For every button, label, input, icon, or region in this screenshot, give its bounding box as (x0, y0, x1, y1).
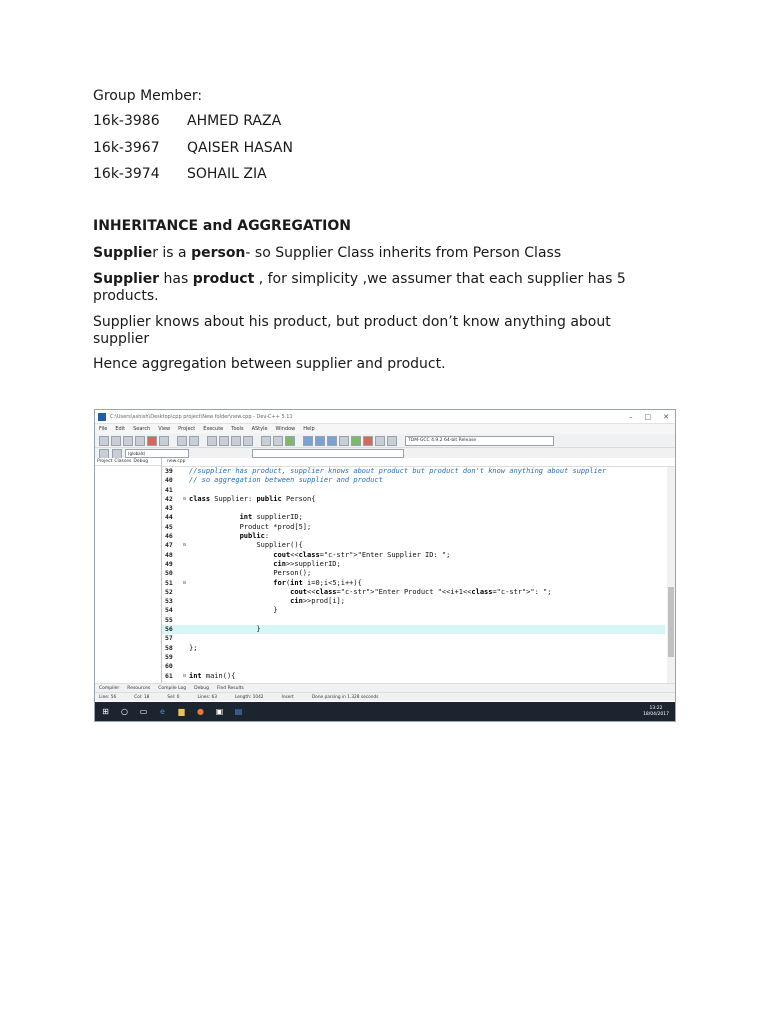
code-line[interactable] (162, 560, 665, 569)
status-length: Length: 1042 (234, 694, 264, 700)
bold-text: Supplie (93, 245, 153, 261)
text: has (159, 271, 193, 287)
line-number: 41 (165, 485, 173, 494)
status-line: Line: 56 (99, 694, 117, 700)
fold-marker[interactable] (183, 634, 189, 643)
task-view-icon[interactable]: ▭ (139, 707, 148, 716)
code-line[interactable] (162, 504, 665, 513)
windows-start-icon[interactable]: ⊞ (102, 707, 109, 716)
line-number: 58 (165, 643, 173, 652)
window-controls (629, 413, 675, 421)
run-icon[interactable] (315, 436, 325, 446)
ide-title-bar (95, 410, 675, 424)
code-text: for(int i=0;i<5;i++){ (273, 578, 362, 587)
fold-marker[interactable]: ⊟ (183, 579, 187, 586)
code-line[interactable] (162, 569, 665, 578)
line-number: 56 (165, 625, 173, 634)
code-text: cout<<class="c-str">"Enter Supplier ID: "; (273, 550, 451, 559)
paragraph-3: Supplier knows about his product, but product don’t know anything about supplier (93, 314, 611, 347)
line-number: 50 (165, 569, 173, 578)
tab-classes[interactable]: Classes (114, 459, 132, 464)
line-number: 59 (165, 652, 173, 661)
check-icon[interactable] (351, 436, 361, 446)
code-text: cin>>supplierID; (273, 559, 341, 568)
status-lines: Lines: 63 (197, 694, 217, 700)
code-text: //supplier has product, supplier knows about product but product don't know anything about supplier (189, 467, 607, 475)
member-name: AHMED RAZA (187, 113, 282, 129)
clock[interactable] (643, 706, 675, 718)
code-text: } (189, 625, 261, 634)
line-number: 61 (165, 671, 173, 680)
menu-tools[interactable]: Tools (231, 426, 244, 432)
code-line[interactable] (162, 495, 665, 504)
globals-select[interactable]: (globals) (125, 449, 189, 458)
code-text: class Supplier: public Person{ (189, 494, 316, 503)
close-file-icon[interactable] (147, 436, 157, 446)
text: - so Supplier Class inherits from Person Class (245, 245, 562, 261)
new-class-icon[interactable] (99, 449, 109, 459)
clock-time: 13:22 (649, 705, 663, 711)
side-tabs (95, 458, 161, 466)
save-icon[interactable] (123, 436, 133, 446)
code-line[interactable] (162, 597, 665, 606)
fold-marker[interactable] (183, 662, 189, 671)
menu-view[interactable]: View (158, 426, 171, 432)
code-line[interactable] (162, 606, 665, 615)
code-lines (162, 467, 665, 681)
chart-icon[interactable] (375, 436, 385, 446)
new-file-icon[interactable] (99, 436, 109, 446)
code-line[interactable] (162, 486, 665, 495)
code-text: Supplier(){ (189, 541, 303, 550)
menu-project[interactable]: Project (178, 426, 196, 432)
code-text: Product *prod[5]; (189, 522, 312, 531)
toolbar (95, 434, 675, 448)
windows-taskbar (95, 702, 675, 721)
paragraph-1 (93, 245, 653, 262)
line-number: 48 (165, 550, 173, 559)
search-icon[interactable]: ○ (121, 707, 128, 716)
code-line[interactable] (162, 513, 665, 522)
fold-marker[interactable] (183, 504, 189, 513)
code-text: cout<<class="c-str">"Enter Product "<<i+1<<class="c-str">": "; (290, 587, 552, 596)
file-tab[interactable]: new.cpp (162, 458, 675, 467)
fold-marker[interactable] (183, 486, 189, 495)
bookmark-icon[interactable] (243, 436, 253, 446)
menu-edit[interactable]: Edit (115, 426, 126, 432)
devcpp-icon (98, 413, 106, 421)
member-id: 16k-3986 (93, 113, 160, 129)
line-number: 55 (165, 615, 173, 624)
status-bar (95, 692, 675, 701)
status-sel: Sel: 0 (167, 694, 180, 700)
paragraph-2 (93, 271, 653, 305)
code-line[interactable] (162, 653, 665, 662)
line-number: 45 (165, 522, 173, 531)
code-text: } (189, 606, 278, 615)
insert-icon[interactable] (112, 449, 122, 459)
debug-icon[interactable] (387, 436, 397, 446)
tab-find-results[interactable]: Find Results (216, 686, 244, 691)
menu-file[interactable]: File (99, 426, 108, 432)
code-text: cin>>prod[i]; (290, 597, 345, 606)
line-number: 39 (165, 467, 173, 475)
tab-compile-log[interactable]: Compile Log (158, 686, 187, 691)
tab-project[interactable]: Project (97, 459, 113, 464)
maximize-icon[interactable]: □ (644, 412, 652, 421)
find-icon[interactable] (207, 436, 217, 446)
member-name: SOHAIL ZIA (187, 166, 267, 182)
text: , for simplicity ,we assumer that each supplier has 5 products. (93, 271, 626, 304)
compiler-select[interactable]: TDM-GCC 4.9.2 64-bit Release (405, 436, 554, 446)
text: r is a (152, 245, 192, 261)
line-number: 52 (165, 587, 173, 596)
status-col: Col: 18 (134, 694, 150, 700)
status-mode: Insert (281, 694, 294, 700)
compile-icon[interactable] (303, 436, 313, 446)
code-line[interactable] (162, 532, 665, 541)
project-panel (95, 458, 162, 683)
scope-select[interactable] (252, 449, 404, 458)
code-text: int supplierID; (239, 513, 303, 522)
open-icon[interactable] (111, 436, 121, 446)
unindent-icon[interactable] (273, 436, 283, 446)
menu-search[interactable]: Search (133, 426, 151, 432)
ide-screenshot (94, 409, 676, 722)
code-line[interactable] (162, 616, 665, 625)
code-text: // so aggregation between supplier and product (189, 476, 383, 485)
code-line[interactable] (162, 551, 665, 560)
menu-astyle[interactable]: AStyle (251, 426, 268, 432)
menu-execute[interactable]: Execute (203, 426, 224, 432)
code-line[interactable] (162, 523, 665, 532)
line-number: 51 (165, 578, 173, 587)
code-line[interactable] (162, 662, 665, 671)
line-number: 47 (165, 541, 173, 550)
line-number: 54 (165, 606, 173, 615)
line-number: 60 (165, 662, 173, 671)
editor-scrollbar[interactable] (667, 467, 675, 683)
rebuild-icon[interactable] (339, 436, 349, 446)
store-icon[interactable]: ▣ (215, 707, 224, 716)
code-line[interactable] (162, 476, 665, 485)
chrome-icon[interactable]: ● (197, 707, 204, 716)
line-number: 44 (165, 513, 173, 522)
code-line[interactable] (162, 644, 665, 653)
bold-text: product (192, 271, 255, 287)
indent-icon[interactable] (261, 436, 271, 446)
fold-marker[interactable]: ⊟ (183, 495, 187, 502)
compile-run-icon[interactable] (327, 436, 337, 446)
line-number: 43 (165, 504, 173, 513)
close-icon[interactable]: ✕ (663, 412, 669, 421)
section-title: INHERITANCE and AGGREGATION (93, 218, 352, 234)
code-text: Person(); (189, 569, 312, 578)
code-text: int main(){ (189, 671, 236, 680)
group-heading: Group Member: (93, 88, 203, 104)
ide-body (95, 458, 675, 683)
code-line[interactable] (162, 634, 665, 643)
line-number: 40 (165, 476, 173, 485)
code-line[interactable] (162, 625, 665, 634)
code-editor[interactable] (162, 458, 675, 683)
code-line[interactable] (162, 672, 665, 681)
toggle-icon[interactable] (285, 436, 295, 446)
paragraph-4: Hence aggregation between supplier and product. (93, 356, 446, 372)
tab-debug[interactable]: Debug (133, 459, 149, 464)
tab-debug-output[interactable]: Debug (194, 686, 209, 691)
menu-window[interactable]: Window (275, 426, 296, 432)
status-message: Done parsing in 1.328 seconds (311, 694, 379, 700)
member-id: 16k-3967 (93, 140, 160, 156)
print-icon[interactable] (159, 436, 169, 446)
code-line[interactable] (162, 541, 665, 550)
bold-text: person (191, 245, 246, 261)
code-line[interactable] (162, 588, 665, 597)
member-name: QAISER HASAN (187, 140, 293, 156)
code-line[interactable] (162, 467, 665, 476)
scroll-thumb[interactable] (668, 587, 674, 657)
minimize-icon[interactable]: – (629, 412, 633, 421)
redo-icon[interactable] (189, 436, 199, 446)
menu-bar (95, 424, 675, 434)
code-text: }; (189, 643, 198, 652)
window-title: C:\Users\ashish\Desktop\cpp project\New folder\new.cpp - Dev-C++ 5.11 (110, 413, 293, 420)
line-number: 49 (165, 559, 173, 568)
fold-marker[interactable]: ⊟ (183, 542, 187, 549)
clock-date: 18/04/2017 (643, 711, 669, 717)
fold-marker[interactable]: ⊟ (183, 672, 187, 679)
bold-text: Supplier (93, 271, 160, 287)
tab-resources[interactable]: Resources (127, 686, 151, 691)
line-number: 46 (165, 532, 173, 541)
line-number: 53 (165, 597, 173, 606)
replace-icon[interactable] (219, 436, 229, 446)
edge-icon[interactable]: e (160, 707, 165, 716)
code-line[interactable] (162, 579, 665, 588)
member-id: 16k-3974 (93, 166, 160, 182)
stop-icon[interactable] (363, 436, 373, 446)
tab-compiler[interactable]: Compiler (99, 686, 120, 691)
goto-icon[interactable] (231, 436, 241, 446)
line-number: 57 (165, 634, 173, 643)
menu-help[interactable]: Help (303, 426, 315, 432)
fold-marker[interactable] (183, 653, 189, 662)
code-text: public: (239, 532, 270, 541)
file-explorer-icon[interactable]: ▆ (178, 707, 185, 716)
save-all-icon[interactable] (135, 436, 145, 446)
fold-marker[interactable] (183, 616, 189, 625)
undo-icon[interactable] (177, 436, 187, 446)
devcpp-taskbar-icon[interactable]: ▤ (234, 707, 243, 716)
line-number: 42 (165, 494, 173, 503)
